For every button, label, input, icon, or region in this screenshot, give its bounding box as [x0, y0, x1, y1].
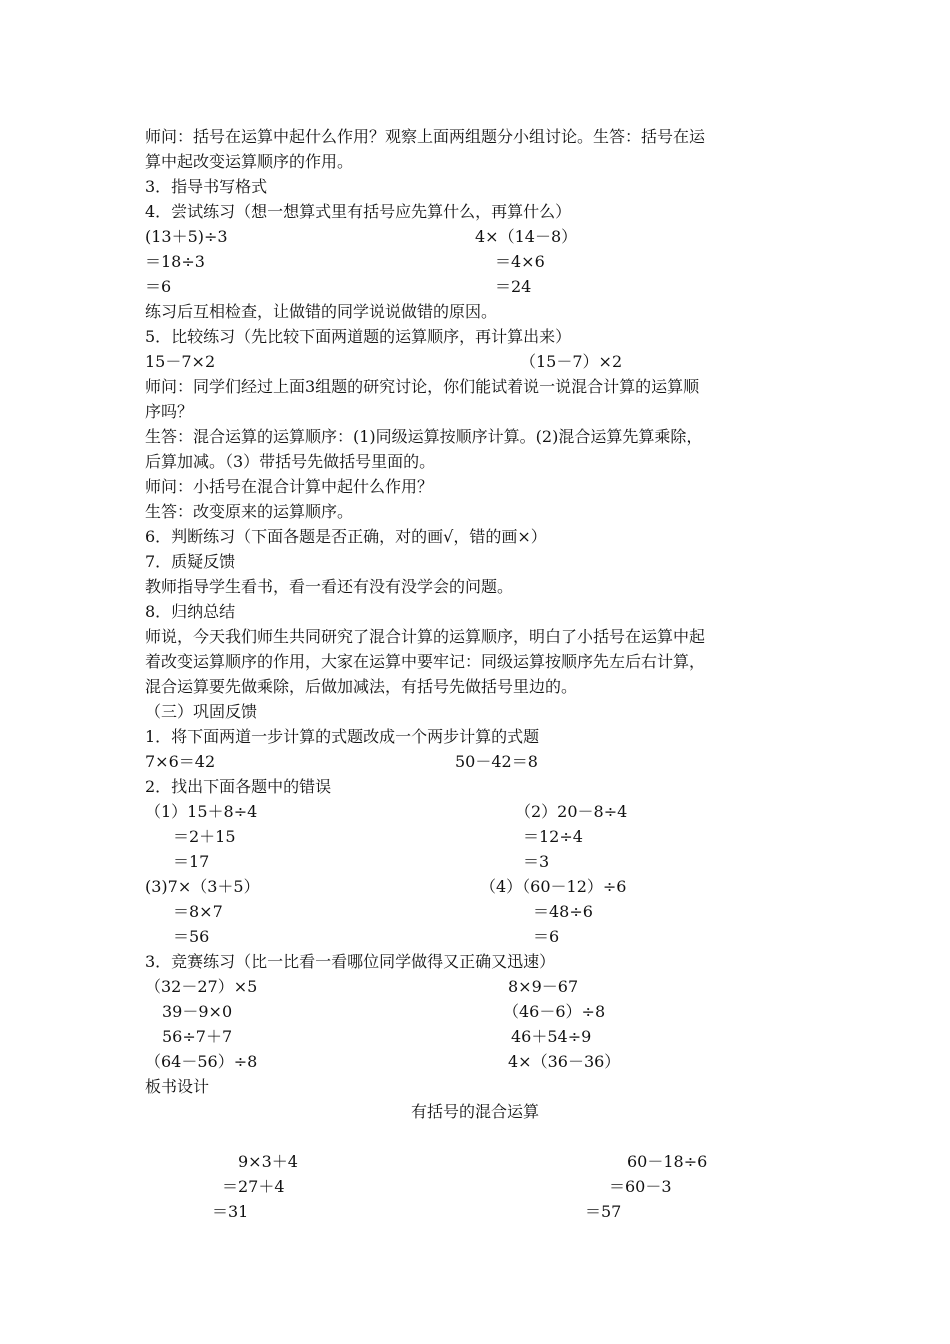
error-problem-1-result: ＝17	[173, 852, 210, 871]
board-label: 板书设计	[145, 1077, 210, 1096]
step-right: 50－42＝8	[455, 752, 538, 771]
text-line: 7．质疑反馈	[145, 552, 236, 571]
text-line: 教师指导学生看书，看一看还有没有没学会的问题。	[145, 577, 514, 596]
board-left-result: ＝31	[212, 1202, 249, 1221]
text-line: 8．归纳总结	[145, 602, 236, 621]
trial-left-result: ＝6	[145, 277, 172, 296]
step-left: 7×6＝42	[145, 752, 216, 771]
contest-left-2: 39－9×0	[162, 1002, 233, 1021]
error-problem-3-result: ＝56	[173, 927, 210, 946]
error-problem-2: （2）20－8÷4	[515, 802, 628, 821]
contest-right-4: 4×（36－36）	[508, 1052, 621, 1071]
text-line: （三）巩固反馈	[145, 702, 258, 721]
trial-right-step: ＝4×6	[495, 252, 545, 271]
compare-right: （15－7）×2	[520, 352, 623, 371]
error-problem-1-step: ＝2＋15	[173, 827, 236, 846]
contest-right-3: 46＋54÷9	[511, 1027, 592, 1046]
compare-left: 15－7×2	[145, 352, 216, 371]
error-problem-2-step: ＝12÷4	[523, 827, 583, 846]
trial-left-expression: (13＋5)÷3	[145, 227, 228, 246]
text-line: 生答：混合运算的运算顺序：(1)同级运算按顺序计算。(2)混合运算先算乘除，	[145, 427, 703, 446]
contest-right-1: 8×9－67	[508, 977, 579, 996]
error-problem-4-result: ＝6	[533, 927, 560, 946]
error-problem-2-result: ＝3	[523, 852, 550, 871]
trial-right-expression: 4×（14－8）	[475, 227, 578, 246]
trial-left-step: ＝18÷3	[145, 252, 205, 271]
text-line: 算中起改变运算顺序的作用。	[145, 152, 354, 171]
text-line: 1．将下面两道一步计算的式题改成一个两步计算的式题	[145, 727, 540, 746]
text-line: 2．找出下面各题中的错误	[145, 777, 332, 796]
text-line: 师问：小括号在混合计算中起什么作用？	[145, 477, 434, 496]
board-right-step: ＝60－3	[609, 1177, 672, 1196]
text-line: 后算加减。（3）带括号先做括号里面的。	[145, 452, 436, 471]
text-line: 5．比较练习（先比较下面两道题的运算顺序，再计算出来）	[145, 327, 572, 346]
text-line: 着改变运算顺序的作用，大家在运算中要牢记：同级运算按顺序先左后右计算，	[145, 652, 706, 671]
trial-right-result: ＝24	[495, 277, 532, 296]
error-problem-4: （4）（60－12）÷6	[480, 877, 627, 896]
text-line: 师问：同学们经过上面3组题的研究讨论，你们能试着说一说混合计算的运算顺	[145, 377, 700, 396]
text-line: 3．竞赛练习（比一比看一看哪位同学做得又正确又迅速）	[145, 952, 556, 971]
board-left-expression: 9×3＋4	[238, 1152, 298, 1171]
error-problem-3: (3)7×（3＋5）	[145, 877, 260, 896]
board-title: 有括号的混合运算	[410, 1102, 539, 1121]
text-line: 师问：括号在运算中起什么作用？观察上面两组题分小组讨论。生答：括号在运	[145, 127, 706, 146]
text-line: 序吗？	[145, 402, 194, 421]
text-line: 6．判断练习（下面各题是否正确，对的画√，错的画×）	[145, 527, 547, 546]
board-right-result: ＝57	[585, 1202, 622, 1221]
text-line: 师说，今天我们师生共同研究了混合计算的运算顺序，明白了小括号在运算中起	[145, 627, 706, 646]
text-line: 练习后互相检查，让做错的同学说说做错的原因。	[145, 302, 498, 321]
error-problem-3-step: ＝8×7	[173, 902, 223, 921]
contest-left-3: 56÷7＋7	[162, 1027, 233, 1046]
error-problem-1: （1）15＋8÷4	[145, 802, 258, 821]
contest-left-1: （32－27）×5	[145, 977, 258, 996]
board-right-expression: 60－18÷6	[627, 1152, 708, 1171]
contest-right-2: （46－6）÷8	[503, 1002, 606, 1021]
text-line: 4．尝试练习（想一想算式里有括号应先算什么，再算什么）	[145, 202, 572, 221]
text-line: 3．指导书写格式	[145, 177, 268, 196]
text-line: 生答：改变原来的运算顺序。	[145, 502, 354, 521]
error-problem-4-step: ＝48÷6	[533, 902, 593, 921]
contest-left-4: （64－56）÷8	[145, 1052, 258, 1071]
text-line: 混合运算要先做乘除，后做加减法，有括号先做括号里边的。	[145, 677, 578, 696]
board-left-step: ＝27＋4	[222, 1177, 285, 1196]
